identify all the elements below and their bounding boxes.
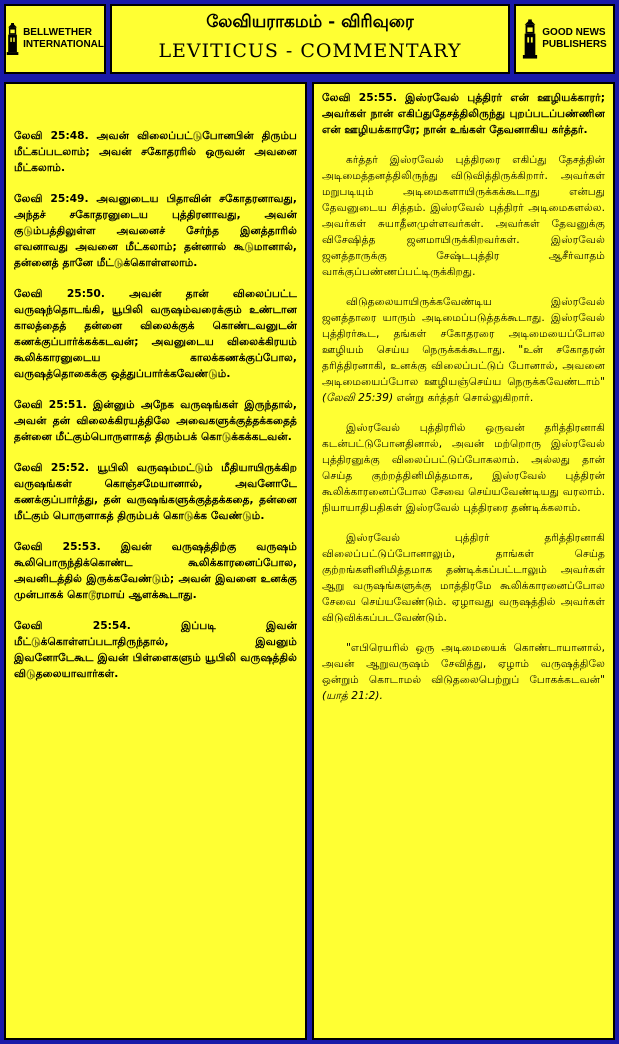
paragraph-2-tail: என்று கர்த்தர் சொல்லுகிறார். bbox=[393, 391, 534, 404]
scripture-reference: (யாத் 21:2). bbox=[322, 689, 383, 702]
commentary-paragraph-4: இஸ்ரவேல் புத்திரர் தரித்திரனாகி விலைப்பட்டுப்போனாலும், தாங்கள் செய்த குற்றங்களினிமித்தமாக தண்டிக்கப்பட்டாலும் அவர்கள் ஆறு வருஷங்களுக்கு மாத்திரமே கூலிக்காரனைப்போல சேவை செய்யவேண்டும். ஏழாவது வருஷத்தில் அவர்கள் விடுவிக்கப்படவேண்டும். bbox=[322, 531, 605, 624]
commentary-paragraph-1: கர்த்தர் இஸ்ரவேல் புத்திரரை எகிப்து தேசத்தின் அடிமைத்தனத்திலிருந்து விடுவித்திருக்கிறார். அவர்கள் மறுபடியும் அடிமைகளாயிருக்கக்கூடாது என்பது தேவனுடைய சித்தம். இஸ்ரவேல் புத்திரர் அடிமைகளல்ல. அவர்கள் சுயாதீனமுள்ளவர்கள். அவர்கள் தேவனுக்கு விசேஷித்த ஜனமாயிருக்கிறவர்கள். இஸ்ரவேல் ஜனத்தாருக்கு சேஷ்டபுத்திர ஆசீர்வாதம் வாக்குப்பண்ணப்பட்டிருக்கிறது. bbox=[322, 153, 605, 278]
bell-tower-icon bbox=[6, 17, 19, 61]
commentary-paragraph-5 bbox=[322, 640, 605, 704]
verse-25-52: லேவி 25:52. யூபிலி வருஷம்மட்டும் மீதியாயிருக்கிற வருஷங்கள் கொஞ்சமேயானால், அவனோடே கணக்குப்பார்த்து, தன் வருஷங்களுக்குத்தக்கதை, தன்னை மீட்கும் பொருளாகத் திரும்பக் கொடுக்க வேண்டும். bbox=[14, 461, 297, 522]
verse-25-54: லேவி 25:54. இப்படி இவன் மீட்டுக்கொள்ளப்படாதிருந்தால், இவனும் இவனோடேகூட இவன் பிள்ளைகளும் யூபிலி வருஷத்தில் விடுதலையாவார்கள். bbox=[14, 619, 297, 680]
right-column bbox=[312, 82, 615, 1040]
paragraph-5-text: "எபிரெயரில் ஒரு அடிமையைக் கொண்டாயானால், அவன் ஆறுவருஷம் சேவித்து, ஏழாம் வருஷத்திலே ஒன்றும் கொடாமல் விடுதலைபெற்றுப் போகக்கடவன்" bbox=[322, 641, 605, 686]
verse-25-51: லேவி 25:51. இன்னும் அநேக வருஷங்கள் இருந்தால், அவன் தன் விலைக்கிரயத்திலே அவைகளுக்குத்தக்கதைத் தன்னை மீட்கும்பொருளாகத் திரும்பக் கொடுக்கக்கடவன். bbox=[14, 398, 297, 443]
paragraph-2-text: விடுதலையாயிருக்கவேண்டிய இஸ்ரவேல் ஜனத்தாரை யாரும் அடிமைப்படுத்தக்கூடாது. இஸ்ரவேல் புத்திரர்கூட, தங்கள் சகோதரரை அடிமையைப்போல ஊழியம் செய்ய நெருக்கக்கூடாது. "உன் சகோதரன் தரித்திரனாகி, உனக்கு விலைப்பட்டுப் போனால், அவனை அடிமையைப்போல ஊழியஞ்செய்ய நெருக்கவேண்டாம்" bbox=[322, 295, 605, 388]
header-title-box bbox=[110, 4, 510, 74]
logo-right-line1: GOOD NEWS bbox=[542, 27, 606, 38]
commentary-paragraph-3: இஸ்ரவேல் புத்திரரில் ஒருவன் தரித்திரனாகி கடன்பட்டுபோனதினால், அவன் மற்றொரு இஸ்ரவேல் புத்திரனுக்கு விலைப்பட்டுப்போகலாம். அல்லது தான் செய்த குற்றத்தினிமித்தமாக, இஸ்ரவேல் புத்திரன் கூலிக்காரனைப்போல சேவை செய்யவேண்டியது வரலாம். நியாயாதிபதிகள் இஸ்ரவேல் புத்திரரை தண்டிக்கலாம். bbox=[322, 421, 605, 514]
bellwether-logo bbox=[4, 4, 106, 74]
scripture-reference: (லேவி 25:39) bbox=[322, 391, 394, 404]
verse-25-53: லேவி 25:53. இவன் வருஷத்திற்கு வருஷம் கூலிபொருந்திக்கொண்ட கூலிக்காரனைப்போல, அவனிடத்தில் இருக்கவேண்டும்; அவன் இவனை உனக்கு முன்பாகக் கொடூரமாய் ஆளக்கூடாது. bbox=[14, 540, 297, 601]
bell-tower-icon bbox=[522, 17, 538, 61]
commentary-paragraph-2 bbox=[322, 294, 605, 406]
verse-25-48: லேவி 25:48. அவன் விலைப்பட்டுபோனபின் திரும்ப மீட்கப்படலாம்; அவன் சகோதரரில் ஒருவன் அவனை மீட்கலாம். bbox=[14, 129, 297, 174]
title-tamil: லேவியராகமம் - விரிவுரை bbox=[206, 12, 414, 32]
verse-25-50: லேவி 25:50. அவன் தான் விலைப்பட்ட வருஷந்தொடங்கி, யூபிலி வருஷம்வரைக்கும் உண்டான காலத்தைத் தன்னை விலைக்குக் கொண்டவனுடன் கணக்குப்பார்க்கக்கடவன்; அவனுடைய விலைக்கிரயம் கூலிக்காரனுடைய காலக்கணக்குப்போல, வருஷத்தொகைக்கு ஒத்துப்பார்க்கவேண்டும். bbox=[14, 287, 297, 380]
verse-25-55: லேவி 25:55. இஸ்ரவேல் புத்திரர் என் ஊழியக்காரர்; அவர்கள் நான் எகிப்துதேசத்திலிருந்து புறப்படப்பண்ணின என் ஊழியக்காரரே; நான் உங்கள் தேவனாகிய கர்த்தர். bbox=[322, 91, 605, 136]
good-news-logo bbox=[514, 4, 615, 74]
logo-left-line1: BELLWETHER bbox=[23, 27, 92, 38]
logo-right-line2: PUBLISHERS bbox=[542, 39, 607, 50]
verse-25-49: லேவி 25:49. அவனுடைய பிதாவின் சகோதரனாவது, அந்தச் சகோதரனுடைய புத்திரனாவது, அவன் குடும்பத்திலுள்ள அவனைச் சேர்ந்த இனத்தாரில் எவனாவது அவனை மீட்கலாம்; தன்னால் கூடுமானால், தன்னைத் தானே மீட்டுக்கொள்ளலாம். bbox=[14, 192, 297, 269]
left-column bbox=[4, 82, 307, 1040]
logo-left-line2: INTERNATIONAL bbox=[23, 39, 104, 50]
title-english: LEVITICUS - COMMENTARY bbox=[158, 40, 462, 62]
